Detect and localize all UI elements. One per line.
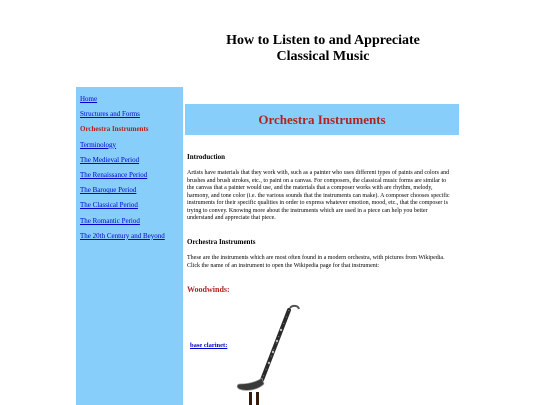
sidebar-nav — [80, 95, 165, 247]
page-title: Orchestra Instruments — [258, 111, 386, 127]
sidebar-link[interactable]: The Medieval Period — [80, 155, 140, 164]
sidebar-link[interactable]: The Renaissance Period — [80, 170, 148, 179]
sidebar-item-classical-period[interactable] — [80, 201, 165, 216]
sidebar-link[interactable]: The Baroque Period — [80, 186, 137, 195]
sidebar-link[interactable]: The 20th Century and Beyond — [80, 231, 165, 240]
site-title: How to Listen to and Appreciate Classical Music — [226, 33, 420, 64]
sidebar-item-renaissance-period[interactable] — [80, 171, 165, 186]
sidebar — [76, 87, 183, 405]
sidebar-item-structures-and-forms[interactable] — [80, 110, 165, 125]
sidebar-item-terminology[interactable] — [80, 141, 165, 156]
sidebar-item-romantic-period[interactable] — [80, 217, 165, 232]
instruments-paragraph: These are the instruments which are most often found in a modern orchestra, with pictures from Wikipedia. Click the name of an instrument to open the Wikipedia page for that instrument: — [187, 255, 445, 269]
sidebar-item-medieval-period[interactable] — [80, 156, 165, 171]
bass-clarinet-image — [232, 300, 307, 392]
sidebar-item-home[interactable] — [80, 95, 165, 110]
instruments-heading: Orchestra Instruments — [187, 238, 256, 246]
sidebar-link[interactable]: Structures and Forms — [80, 110, 140, 119]
bass-clarinet-link[interactable]: base clarinet: — [190, 342, 228, 349]
sidebar-link[interactable]: Terminology — [80, 140, 117, 149]
next-instrument-image — [246, 390, 262, 405]
sidebar-item-baroque-period[interactable] — [80, 186, 165, 201]
sidebar-item-20th-century[interactable] — [80, 232, 165, 247]
intro-heading: Introduction — [187, 153, 225, 161]
sidebar-link[interactable]: The Romantic Period — [80, 216, 140, 225]
page-banner — [185, 104, 459, 135]
sidebar-link[interactable]: The Classical Period — [80, 201, 138, 210]
sidebar-current-item: Orchestra Instruments — [80, 125, 149, 134]
woodwinds-heading: Woodwinds: — [187, 285, 230, 294]
intro-paragraph: Artists have materials that they work with, such as a painter who uses different types of paints and colors and brushes and brush strokes, etc., to paint on a canvas. For composers, the classical music forms are similar to the canvas that a painter would use, and the materials that a composer works with are rhythm, melody, harmony, and tone color (i.e. the various sounds that the instruments can make). A composer chooses specific instruments for their specific qualities in order to express whatever emotion, mood, etc., that the composer is trying to convey. Knowing more about the instruments which are used in a piece can help you better understand and appreciate that piece. — [187, 170, 450, 221]
sidebar-link[interactable]: Home — [80, 95, 98, 103]
sidebar-item-orchestra-instruments — [80, 125, 165, 140]
